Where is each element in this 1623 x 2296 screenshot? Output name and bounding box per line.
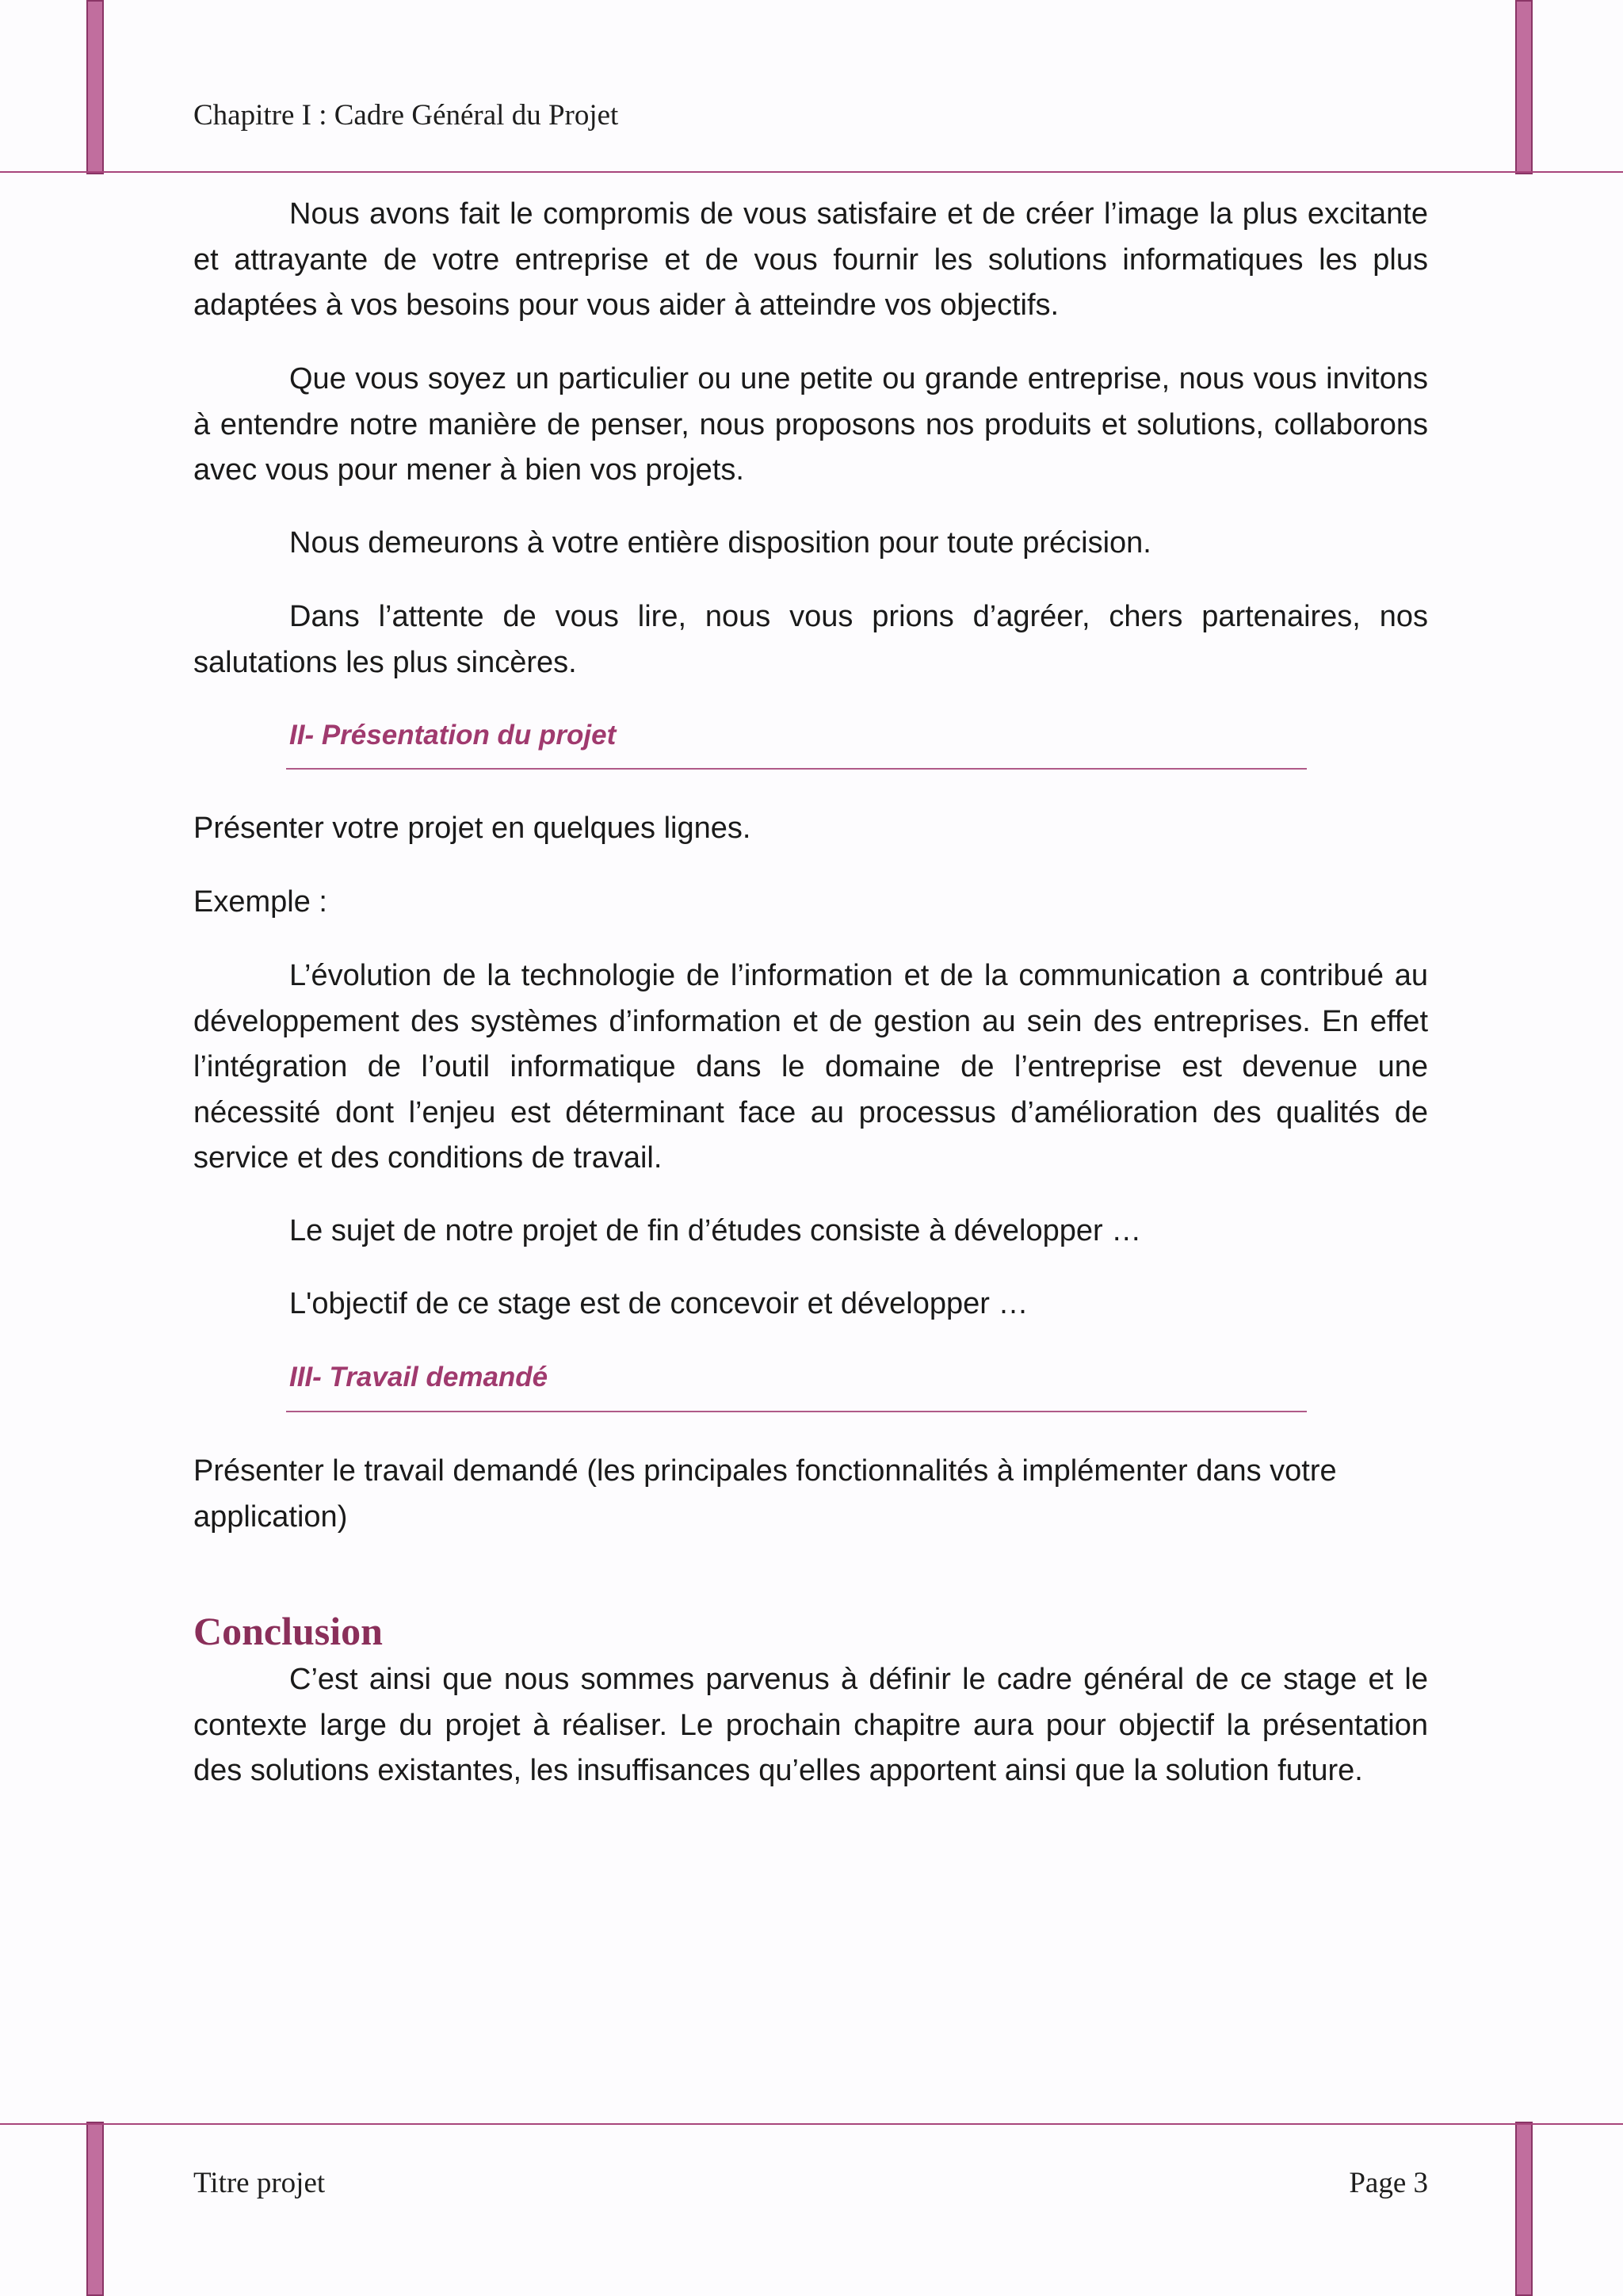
footer-left-bar [86,2122,104,2296]
header-left-bar [86,0,104,174]
header-right-bar [1515,0,1533,174]
paragraph-invitation: Que vous soyez un particulier ou une petite ou grande entreprise, nous vous invitons à entendre notre manière de penser, nous proposons nos produits et solutions, collaborons avec vous pour mener à bien vos projets. [193,362,1428,487]
paragraph-work-requested: Présenter le travail demandé (les principales fonctionnalités à implémenter dans votre application) [193,1454,1337,1534]
paragraph-conclusion: C’est ainsi que nous sommes parvenus à définir le cadre général de ce stage et le contexte large du projet à réaliser. Le prochain chapitre aura pour objectif la présentation des solutions existantes, les insuffisances qu’elles apportent ainsi que la solution future. [193,1663,1428,1787]
footer-project-title: Titre projet [193,2167,326,2199]
header-rule [0,171,1623,173]
paragraph-evolution: L’évolution de la technologie de l’information et de la communication a contribué au développement des systèmes d’information et de gestion au sein des entreprises. En effet l’intégration de l’outil informatique dans le domaine de l’entreprise est devenue une nécessité dont l’enjeu est déterminant face au processus d’amélioration des qualités de service et des conditions de travail. [193,959,1428,1175]
footer-rule [0,2123,1623,2125]
footer-right-bar [1515,2122,1533,2296]
paragraph-subject: Le sujet de notre projet de fin d’études consiste à développer … [289,1214,1142,1247]
paragraph-example-label: Exemple : [193,885,327,919]
running-header-title: Chapitre I : Cadre Général du Projet [193,99,619,132]
section-title-work-requested: III- Travail demandé [289,1362,548,1392]
conclusion-heading: Conclusion [193,1609,383,1653]
paragraph-closing: Dans l’attente de vous lire, nous vous prions d’agréer, chers partenaires, nos salutations les plus sincères. [193,600,1428,679]
paragraph-objective: L'objectif de ce stage est de concevoir et développer … [289,1287,1029,1320]
paragraph-commitment: Nous avons fait le compromis de vous satisfaire et de créer l’image la plus excitante et attrayante de votre entreprise et de vous fournir les solutions informatiques les plus adaptées à vos besoins pour vous aider à atteindre vos objectifs. [193,197,1428,322]
paragraph-availability: Nous demeurons à votre entière disposition pour toute précision. [289,526,1151,560]
section-rule-presentation [286,768,1307,770]
section-title-presentation: II- Présentation du projet [289,720,617,751]
section-rule-work-requested [286,1411,1307,1412]
paragraph-present-project: Présenter votre projet en quelques lignes. [193,812,751,845]
footer-page-number: Page 3 [1349,2167,1428,2199]
